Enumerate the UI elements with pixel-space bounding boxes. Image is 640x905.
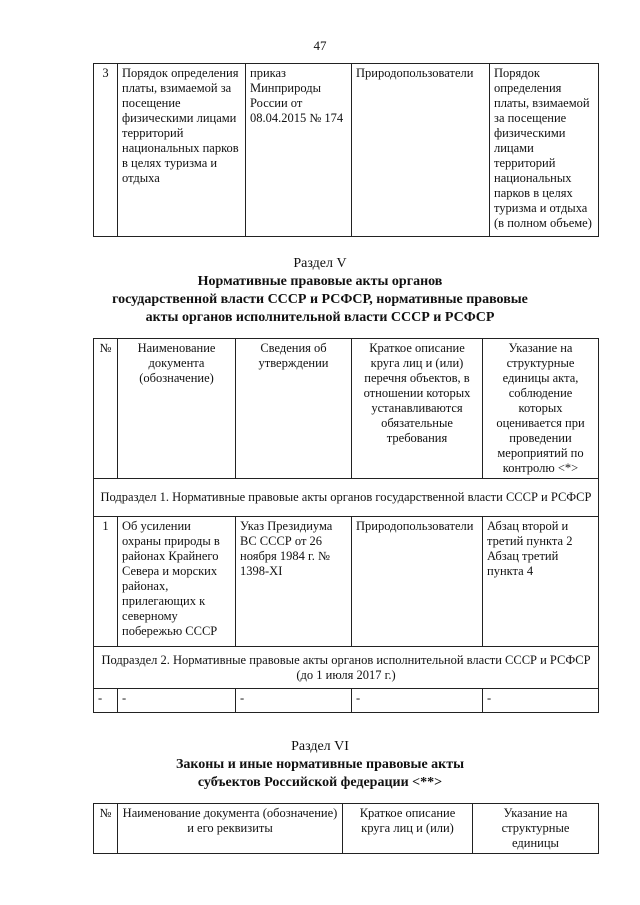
header-description: Краткое описание круга лиц и (или) xyxy=(343,804,473,854)
section-title-line: государственной власти СССР и РСФСР, нормативные правовые xyxy=(112,292,528,307)
document-name: Об усилении охраны природы в районах Крайнего Севера и морских районах, прилегающих к северному побережью СССР xyxy=(118,517,236,647)
row-number: 1 xyxy=(94,517,118,647)
approval-info: приказ Минприроды России от 08.04.2015 № 174 xyxy=(246,64,352,237)
header-number: № xyxy=(94,804,118,854)
section-6-heading xyxy=(0,738,640,792)
persons-description: Природопользователи xyxy=(352,517,483,647)
table-section-6 xyxy=(93,803,599,854)
header-description: Краткое описание круга лиц и (или) перечня объектов, в отношении которых устанавливаются обязательные требования xyxy=(352,339,483,479)
section-title-line: Нормативные правовые акты органов xyxy=(197,274,443,289)
header-approval: Сведения об утверждении xyxy=(236,339,352,479)
document-name: Порядок определения платы, взимаемой за посещение физическими лицами территорий национальных парков в целях туризма и отдыха xyxy=(118,64,246,237)
section-label: Раздел V xyxy=(293,256,347,271)
table-header-row xyxy=(94,804,599,854)
page-number: 47 xyxy=(313,38,327,53)
structural-units: Порядок определения платы, взимаемой за посещение физическими лицами территорий национальных парков в целях туризма и отдыха (в полном объеме) xyxy=(490,64,599,237)
subsection-2-title: Подраздел 2. Нормативные правовые акты органов исполнительной власти СССР и РСФСР (до 1 июля 2017 г.) xyxy=(94,647,599,689)
empty-cell: - xyxy=(483,689,599,713)
header-structural: Указание на структурные единицы акта, соблюдение которых оценивается при проведении мероприятий по контролю <*> xyxy=(483,339,599,479)
structural-units: Абзац второй и третий пункта 2 Абзац третий пункта 4 xyxy=(483,517,599,647)
empty-cell: - xyxy=(352,689,483,713)
table-row xyxy=(94,64,599,237)
empty-cell: - xyxy=(236,689,352,713)
subsection-1-title: Подраздел 1. Нормативные правовые акты органов государственной власти СССР и РСФСР xyxy=(94,479,599,517)
empty-cell: - xyxy=(118,689,236,713)
header-number: № xyxy=(94,339,118,479)
subsection-row xyxy=(94,647,599,689)
header-name: Наименование документа (обозначение) xyxy=(118,339,236,479)
section-label: Раздел VI xyxy=(291,739,349,754)
section-title-line: акты органов исполнительной власти СССР и РСФСР xyxy=(145,310,495,325)
subsection-row xyxy=(94,479,599,517)
section-5-heading xyxy=(0,255,640,327)
empty-cell: - xyxy=(94,689,118,713)
section-title-line: Законы и иные нормативные правовые акты xyxy=(175,757,465,772)
persons-description: Природопользователи xyxy=(352,64,490,237)
header-name: Наименование документа (обозначение) и его реквизиты xyxy=(118,804,343,854)
header-structural: Указание на структурные единицы xyxy=(473,804,599,854)
section-title-line: субъектов Российской федерации <**> xyxy=(197,775,443,790)
table-section-5 xyxy=(93,338,599,713)
table-row xyxy=(94,517,599,647)
table-header-row xyxy=(94,339,599,479)
row-number: 3 xyxy=(94,64,118,237)
table-row xyxy=(94,689,599,713)
table-continued xyxy=(93,63,599,237)
approval-info: Указ Президиума ВС СССР от 26 ноября 1984 г. № 1398-XI xyxy=(236,517,352,647)
